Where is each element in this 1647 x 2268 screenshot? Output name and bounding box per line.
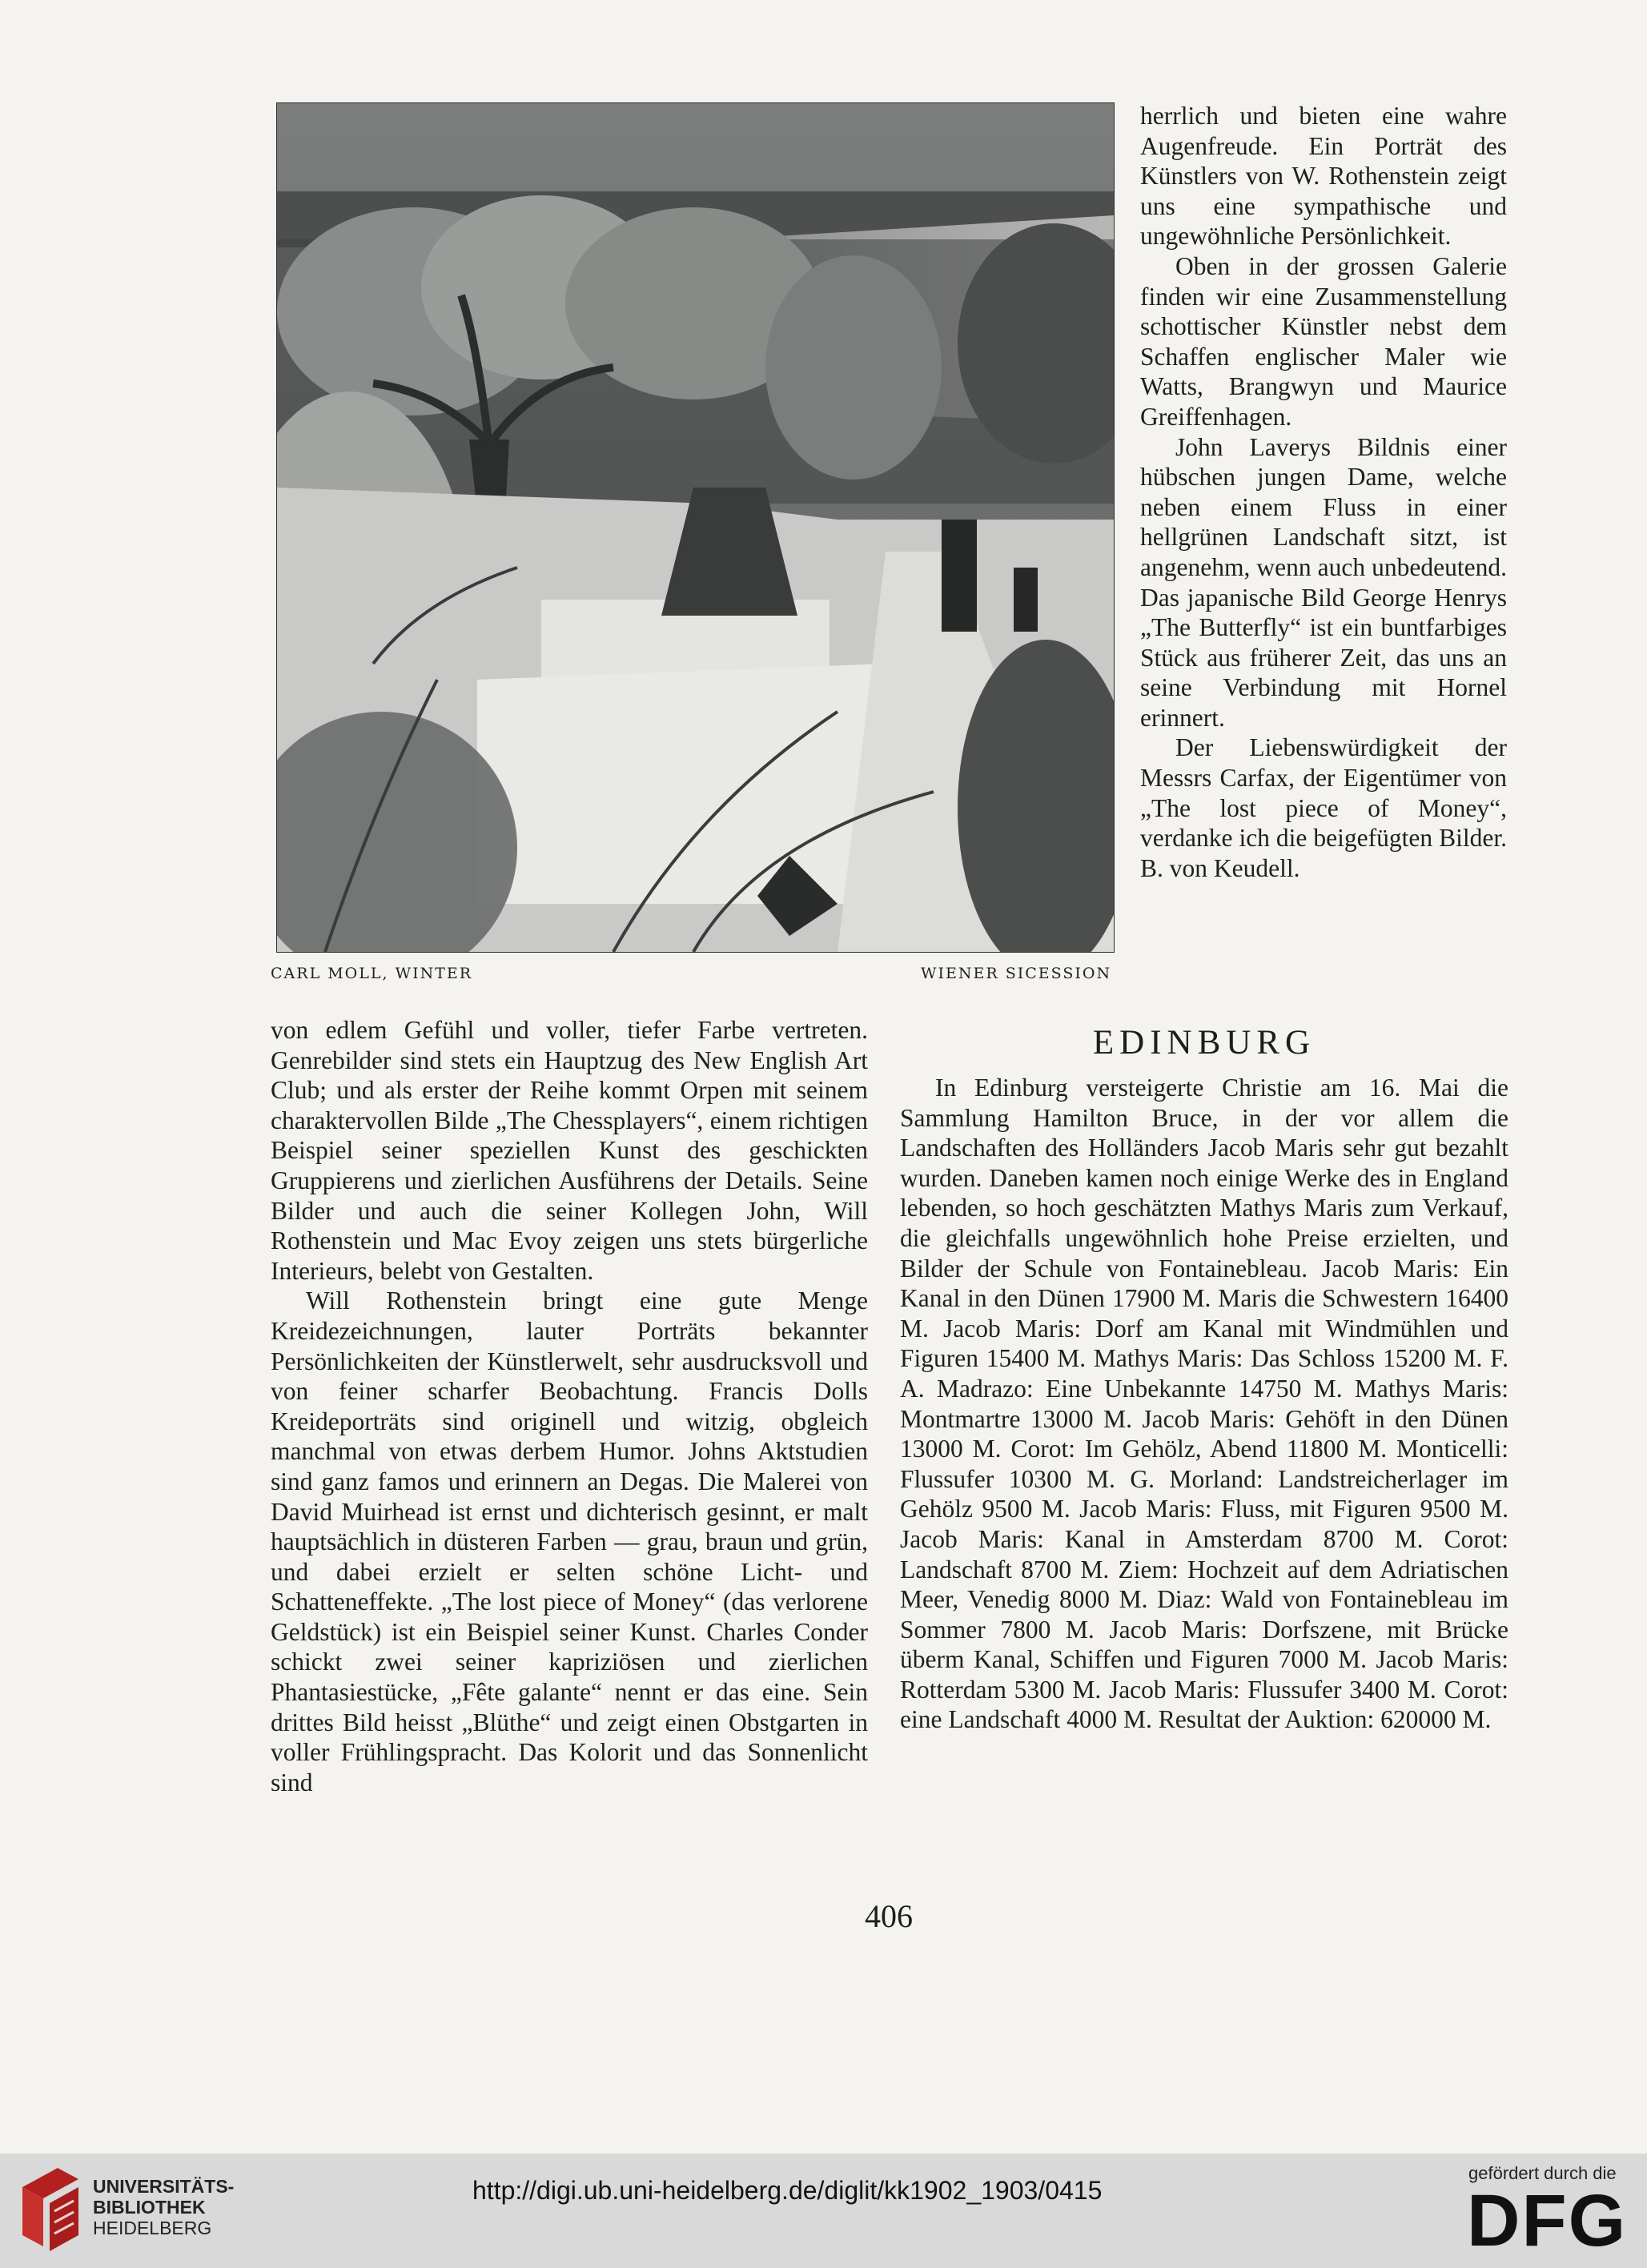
source-url-link[interactable]: http://digi.ub.uni-heidelberg.de/diglit/kk1902_1903/0415 [472,2176,1103,2205]
footer-bar [0,2154,1647,2268]
library-logo-icon [18,2163,83,2253]
paragraph: herrlich und bieten eine wahre Augenfreude. Ein Porträt des Künstlers von W. Rothenstein zeigt uns eine sympathische und ungewöhnliche Persönlichkeit. [1140,102,1507,251]
painting-caption-left: CARL MOLL, WINTER [271,965,473,982]
article-column-top-right [1140,101,1507,883]
library-name-line1: UNIVERSITÄTS- [93,2176,235,2197]
paragraph: John Laverys Bildnis einer hübschen jungen Dame, welche neben einem Fluss in einer hellgrünen Landschaft sitzt, ist angenehm, wenn auch unbedeutend. Das japanische Bild George Henrys „The Butterfly“ ist ein buntfarbiges Stück aus früherer Zeit, das uns an seine Verbindung mit Hornel erinnert. [1140,432,1507,732]
library-name-line2: BIBLIOTHEK [93,2197,206,2218]
article-column-edinburg [900,1073,1508,1735]
paragraph: Der Liebenswürdigkeit der Messrs Carfax, der Eigentümer von „The lost piece of Money“, verdanke ich die beigefügten Bilder. B. von Keudell. [1140,733,1507,882]
funded-by-label: gefördert durch die [1468,2163,1617,2183]
painting-caption-right: WIENER SICESSION [921,965,1112,982]
dfg-logo: DFG [1467,2180,1628,2262]
section-heading-edinburg: EDINBURG [1092,1024,1316,1062]
painting-image [276,102,1115,953]
library-name [93,2176,234,2238]
library-name-line3: HEIDELBERG [93,2218,212,2238]
article-column-left [271,1015,868,1797]
paragraph: Will Rothenstein bringt eine gute Menge Kreidezeichnungen, lauter Porträts bekannter Persönlichkeiten der Künstlerwelt, sehr ausdrucksvoll und von feiner scharfer Beobachtung. Francis Dolls Kreideporträts sind originell und witzig, obgleich manchmal von etwas derbem Humor. Johns Aktstudien sind ganz famos und erinnern an Degas. Die Malerei von David Muirhead ist ernst und dichterisch gesinnt, er malt hauptsächlich in düsteren Farben — grau, braun und grün, und dabei erzielt er selten schöne Licht- und Schatteneffekte. „The lost piece of Money“ (das verlorene Geldstück) ist ein Beispiel seiner Kunst. Charles Conder schickt zwei seiner kapriziösen und zierlichen Phantasiestücke, „Fête galante“ nennt er das eine. Sein drittes Bild heisst „Blüthe“ und zeigt einen Obstgarten in voller Frühlingspracht. Das Kolorit und das Sonnenlicht sind [271,1287,868,1796]
paragraph: In Edinburg versteigerte Christie am 16. Mai die Sammlung Hamilton Bruce, in der vor allem die Landschaften des Holländers Jacob Maris sehr gut bezahlt wurden. Daneben kamen noch einige Werke des in England lebenden, so hoch geschätzten Mathys Maris zum Verkauf, die gleichfalls ungewöhnlich hohe Preise erzielten, und Bilder der Schule von Fontainebleau. Jacob Maris: Ein Kanal in den Dünen 17900 M. Maris die Schwestern 16400 M. Jacob Maris: Dorf am Kanal mit Windmühlen und Figuren 15400 M. Mathys Maris: Das Schloss 15200 M. F. A. Madrazo: Eine Unbekannte 14750 M. Mathys Maris: Montmartre 13000 M. Jacob Maris: Gehöft in den Dünen 13000 M. Corot: Im Gehölz, Abend 11800 M. Monticelli: Flussufer 10300 M. G. Morland: Landstreicherlager im Gehölz 9500 M. Jacob Maris: Fluss, mit Figuren 9500 M. Jacob Maris: Kanal in Amsterdam 8700 M. Corot: Landschaft 8700 M. Ziem: Hochzeit auf dem Adriatischen Meer, Venedig 8000 M. Diaz: Wald von Fontainebleau im Sommer 7800 M. Jacob Maris: Dorfszene, mit Brücke überm Kanal, Schiffen und Figuren 7000 M. Jacob Maris: Rotterdam 5300 M. Jacob Maris: Flussufer 3400 M. Corot: eine Landschaft 4000 M. Resultat der Auktion: 620000 M. [900,1074,1508,1734]
paragraph: Oben in der grossen Galerie finden wir eine Zusammenstellung schottischer Künstler nebst dem Schaffen englischer Maler wie Watts, Brangwyn und Maurice Greiffenhagen. [1140,251,1507,431]
page-number: 406 [865,1898,913,1934]
paragraph: von edlem Gefühl und voller, tiefer Farbe vertreten. Genrebilder sind stets ein Hauptzug des New English Art Club; und als erster der Reihe kommt Orpen mit seinem charaktervollen Bilde „The Chessplayers“, einem richtigen Beispiel seiner speziellen Kunst des geschickten Gruppierens und zierlichen Ausführens der Details. Seine Bilder und auch die seiner Kollegen John, Will Rothenstein und Mac Evoy zeigen uns stets bürgerliche Interieurs, belebt von Gestalten. [271,1016,868,1285]
painting-winter-scene [277,103,1114,952]
